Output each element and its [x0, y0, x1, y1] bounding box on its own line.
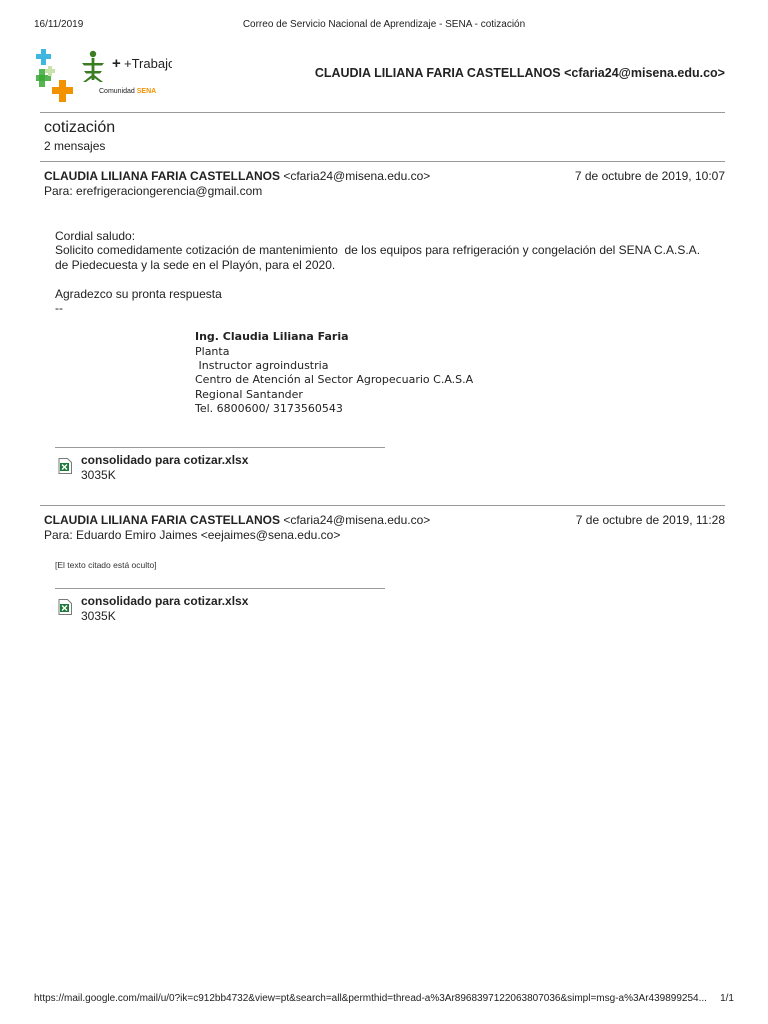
attachment-name[interactable]: consolidado para cotizar.xlsx	[81, 453, 249, 467]
sena-figure-icon	[82, 51, 104, 82]
signature-line: Centro de Atención al Sector Agropecuario C.A.S.A	[195, 373, 474, 386]
message-2-date: 7 de octubre de 2019, 11:28	[575, 513, 725, 527]
account-label: CLAUDIA LILIANA FARIA CASTELLANOS <cfaria24@misena.edu.co>	[314, 66, 725, 80]
thread-subject: cotización	[44, 119, 116, 136]
brand-plus: +	[112, 55, 121, 72]
message-1-date: 7 de octubre de 2019, 10:07	[574, 169, 725, 183]
divider	[40, 505, 725, 506]
sender-name: CLAUDIA LILIANA FARIA CASTELLANOS	[44, 169, 280, 183]
sender-name: CLAUDIA LILIANA FARIA CASTELLANOS	[44, 513, 280, 527]
message-2-sender[interactable]	[44, 513, 430, 527]
crosses-icon	[36, 49, 73, 102]
sena-logo	[36, 44, 172, 104]
signature-name: Ing. Claudia Liliana Faria	[195, 330, 349, 343]
attachment-1[interactable]	[58, 453, 278, 485]
message-1-greeting: Cordial saludo:	[55, 229, 136, 243]
message-1-recipient: Para: erefrigeraciongerencia@gmail.com	[44, 184, 263, 198]
signature-line: Regional Santander	[195, 388, 303, 401]
attachment-divider	[55, 588, 385, 589]
signature-line: Planta	[195, 345, 230, 358]
community-text: Comunidad SENA	[99, 88, 157, 95]
print-url: https://mail.google.com/mail/u/0?ik=c912bb4732&view=pt&search=all&permthid=thread-a%3Ar8968397122063807036&simpl=msg-a%3Ar439899254...	[34, 993, 707, 1004]
attachment-size: 3035K	[81, 609, 116, 623]
message-1-body-line: Solicito comedidamente cotización de mantenimiento de los equipos para refrigeración y congelación del SENA C.A.S.A.	[55, 243, 701, 257]
message-1-dashes: --	[55, 301, 63, 315]
signature-line: Tel. 6800600/ 3173560543	[195, 402, 343, 415]
attachment-name[interactable]: consolidado para cotizar.xlsx	[81, 594, 249, 608]
print-page: 1/1	[720, 993, 734, 1004]
brand-text: +Trabajo	[124, 56, 172, 71]
print-title: Correo de Servicio Nacional de Aprendizaje - SENA - cotización	[242, 19, 526, 30]
message-1-thanks: Agradezco su pronta respuesta	[55, 287, 222, 301]
attachment-divider	[55, 447, 385, 448]
attachment-2[interactable]	[58, 594, 278, 626]
excel-file-icon	[58, 458, 72, 474]
message-1-body-line: de Piedecuesta y la sede en el Playón, para el 2020.	[55, 258, 336, 272]
message-2-recipient: Para: Eduardo Emiro Jaimes <eejaimes@sena.edu.co>	[44, 528, 341, 542]
quoted-text-toggle[interactable]: [El texto citado está oculto]	[55, 560, 157, 570]
print-date: 16/11/2019	[34, 19, 84, 30]
sender-email: <cfaria24@misena.edu.co>	[283, 169, 431, 183]
message-1-sender[interactable]	[44, 169, 430, 183]
divider	[40, 161, 725, 162]
attachment-size: 3035K	[81, 468, 116, 482]
divider	[40, 112, 725, 113]
thread-count: 2 mensajes	[44, 139, 106, 153]
sena-logo-icon	[36, 44, 172, 104]
sender-email: <cfaria24@misena.edu.co>	[283, 513, 431, 527]
excel-file-icon	[58, 599, 72, 615]
signature-line: Instructor agroindustria	[195, 359, 329, 372]
